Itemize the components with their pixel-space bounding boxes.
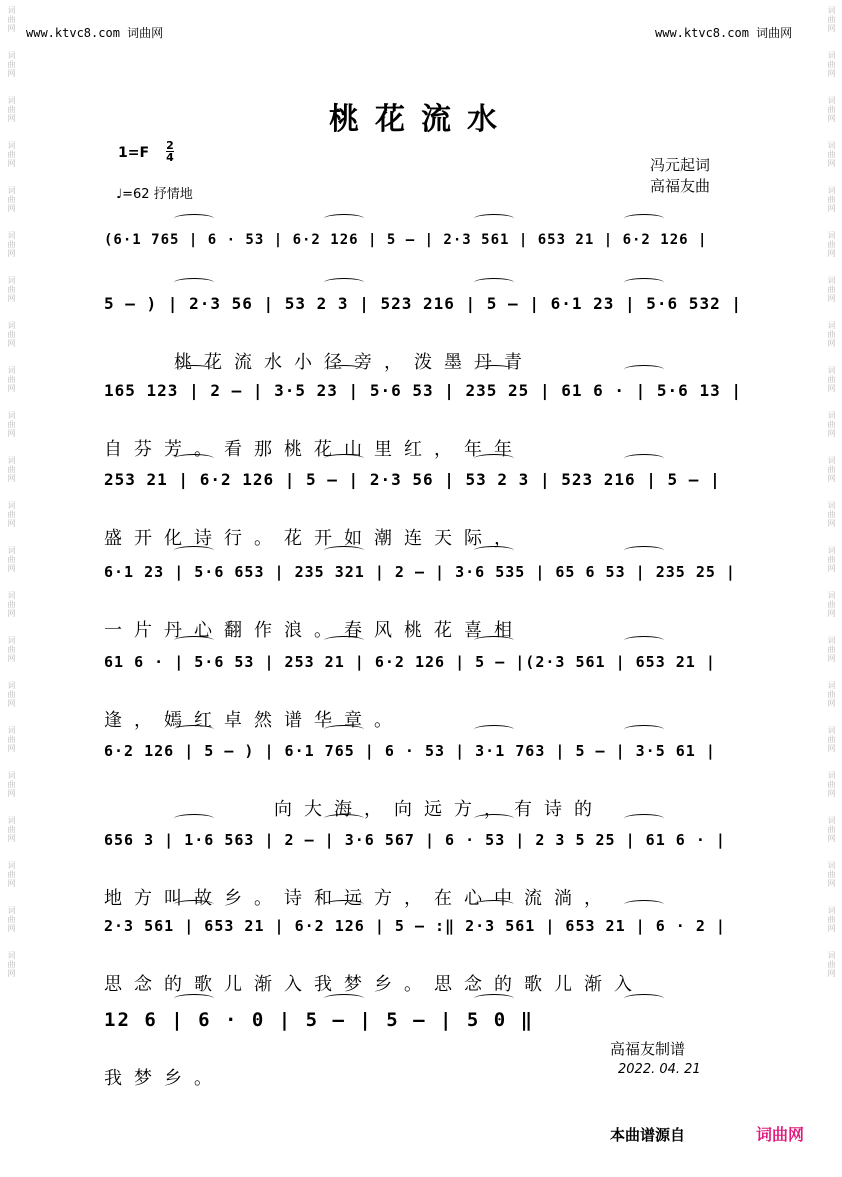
watermark-column-right: [824, 0, 838, 1177]
watermark: 词曲网: [7, 771, 16, 798]
watermark: 词曲网: [827, 411, 836, 438]
watermark: 词曲网: [7, 456, 16, 483]
brand-logo-text: 词曲网: [756, 1125, 805, 1144]
watermark: 词曲网: [827, 96, 836, 123]
lyricist: 冯元起词: [650, 156, 711, 174]
lyric-line: 桃花流水小径旁，泼墨丹青: [174, 352, 534, 373]
score-system: [104, 737, 740, 820]
slur-mark: [174, 725, 214, 734]
slur-mark: [624, 636, 664, 645]
notation-line: 656 3 | 1·6 563 | 2 – | 3·6 567 | 6 · 53 | 2 3 5 25 | 61 6 · |: [104, 831, 726, 849]
slur-mark: [174, 994, 214, 1003]
notation-line: 6·2 126 | 5 – ) | 6·1 765 | 6 · 53 | 3·1 763 | 5 – | 3·5 61 |: [104, 742, 716, 760]
watermark: 词曲网: [827, 321, 836, 348]
slur-mark: [324, 278, 364, 287]
slur-mark: [324, 454, 364, 463]
slur-mark: [324, 900, 364, 909]
watermark: 词曲网: [827, 816, 836, 843]
slur-mark: [324, 725, 364, 734]
score-system: [104, 290, 742, 373]
watermark: 词曲网: [827, 186, 836, 213]
slur-mark: [474, 454, 514, 463]
source-label: 本曲谱源自: [610, 1126, 686, 1144]
watermark: 词曲网: [7, 276, 16, 303]
watermark: 词曲网: [827, 51, 836, 78]
site-header-right: www.ktvc8.com 词曲网: [655, 26, 793, 40]
slur-mark: [174, 454, 214, 463]
watermark: 词曲网: [827, 231, 836, 258]
slur-mark: [174, 365, 214, 374]
watermark: 词曲网: [7, 681, 16, 708]
score-system: [104, 648, 740, 731]
lyric-line: 自芬芳。看那桃花山里红，年年: [104, 439, 524, 460]
slur-mark: [474, 636, 514, 645]
score-system: [104, 912, 740, 995]
notation-line: 12 6 | 6 · 0 | 5 – | 5 – | 5 0 ‖: [104, 1009, 535, 1031]
watermark: 词曲网: [827, 276, 836, 303]
lyric-line: 我梦乡。: [104, 1068, 224, 1089]
watermark: 词曲网: [7, 321, 16, 348]
slur-mark: [474, 214, 514, 223]
watermark: 词曲网: [7, 951, 16, 978]
watermark: 词曲网: [827, 366, 836, 393]
slur-mark: [474, 546, 514, 555]
watermark: 词曲网: [7, 636, 16, 663]
notation-line: 253 21 | 6·2 126 | 5 – | 2·3 56 | 53 2 3 | 523 216 | 5 – |: [104, 470, 721, 489]
watermark: 词曲网: [7, 231, 16, 258]
slur-mark: [324, 814, 364, 823]
watermark: 词曲网: [7, 861, 16, 888]
slur-mark: [474, 278, 514, 287]
watermark: 词曲网: [7, 51, 16, 78]
tempo-marking: ♩=62 抒情地: [116, 187, 193, 202]
watermark: 词曲网: [827, 951, 836, 978]
slur-mark: [174, 546, 214, 555]
score-system: [104, 226, 740, 272]
watermark: 词曲网: [827, 546, 836, 573]
watermark: 词曲网: [7, 411, 16, 438]
watermark: 词曲网: [827, 906, 836, 933]
song-title: 桃花流水: [329, 102, 513, 137]
watermark: 词曲网: [7, 366, 16, 393]
slur-mark: [324, 546, 364, 555]
watermark: 词曲网: [827, 771, 836, 798]
credits: [650, 155, 710, 197]
lyric-line: 思念的歌儿渐入我梦乡。思念的歌儿渐入: [104, 974, 644, 995]
notation-line: 5 – ) | 2·3 56 | 53 2 3 | 523 216 | 5 – | 6·1 23 | 5·6 532 |: [104, 294, 742, 313]
slur-mark: [624, 994, 664, 1003]
slur-mark: [624, 725, 664, 734]
score-system: [104, 466, 740, 549]
watermark: 词曲网: [827, 726, 836, 753]
meter-bottom: 4: [166, 151, 174, 164]
score-system: [104, 558, 740, 641]
lyric-line: 向大海，向远方，有诗的: [274, 799, 604, 820]
watermark: 词曲网: [827, 591, 836, 618]
slur-mark: [474, 994, 514, 1003]
arrangement-date: 2022. 04. 21: [618, 1062, 701, 1077]
site-header-left: www.ktvc8.com 词曲网: [26, 26, 164, 40]
time-signature: [166, 140, 174, 163]
watermark: 词曲网: [827, 636, 836, 663]
notation-line: 2·3 561 | 653 21 | 6·2 126 | 5 – :‖ 2·3 561 | 653 21 | 6 · 2 |: [104, 917, 726, 935]
watermark: 词曲网: [7, 141, 16, 168]
slur-mark: [324, 214, 364, 223]
slur-mark: [624, 365, 664, 374]
slur-mark: [174, 214, 214, 223]
lyric-line: 一片丹心翻作浪。春风桃花喜相: [104, 620, 524, 641]
watermark: 词曲网: [7, 726, 16, 753]
watermark: 词曲网: [827, 6, 836, 33]
watermark: 词曲网: [7, 6, 16, 33]
lyric-line: 地方叫故乡。诗和远方，在心中流淌，: [104, 888, 614, 909]
slur-mark: [474, 365, 514, 374]
slur-mark: [324, 636, 364, 645]
watermark: 词曲网: [7, 591, 16, 618]
lyric-line: 盛开化诗行。花开如潮连天际，: [104, 528, 524, 549]
slur-mark: [474, 900, 514, 909]
slur-mark: [174, 278, 214, 287]
score-system: [104, 826, 740, 909]
watermark: 词曲网: [827, 501, 836, 528]
watermark: 词曲网: [827, 141, 836, 168]
slur-mark: [324, 365, 364, 374]
arranger-credit: 高福友制谱: [610, 1040, 686, 1058]
slur-mark: [174, 636, 214, 645]
key-signature: 1=F: [118, 145, 150, 161]
score-system: [104, 377, 742, 460]
composer: 高福友曲: [650, 177, 711, 195]
meter-top: 2: [166, 139, 174, 152]
watermark: 词曲网: [7, 186, 16, 213]
lyric-line: 逢，嫣红卓然谱华章。: [104, 710, 404, 731]
watermark: 词曲网: [7, 96, 16, 123]
watermark-column-left: [4, 0, 18, 1177]
slur-mark: [474, 814, 514, 823]
notation-line: (6·1 765 | 6 · 53 | 6·2 126 | 5 – | 2·3 561 | 653 21 | 6·2 126 |: [104, 232, 708, 248]
watermark: 词曲网: [7, 501, 16, 528]
slur-mark: [624, 546, 664, 555]
slur-mark: [474, 725, 514, 734]
watermark: 词曲网: [7, 816, 16, 843]
watermark: 词曲网: [7, 906, 16, 933]
slur-mark: [624, 900, 664, 909]
slur-mark: [174, 900, 214, 909]
slur-mark: [624, 814, 664, 823]
slur-mark: [624, 454, 664, 463]
notation-line: 6·1 23 | 5·6 653 | 235 321 | 2 – | 3·6 535 | 65 6 53 | 235 25 |: [104, 563, 736, 581]
notation-line: 61 6 · | 5·6 53 | 253 21 | 6·2 126 | 5 – |(2·3 561 | 653 21 |: [104, 653, 716, 671]
watermark: 词曲网: [827, 861, 836, 888]
watermark: 词曲网: [7, 546, 16, 573]
slur-mark: [174, 814, 214, 823]
watermark: 词曲网: [827, 456, 836, 483]
slur-mark: [624, 278, 664, 287]
slur-mark: [324, 994, 364, 1003]
slur-mark: [624, 214, 664, 223]
notation-line: 165 123 | 2 – | 3·5 23 | 5·6 53 | 235 25 | 61 6 · | 5·6 13 |: [104, 381, 742, 400]
watermark: 词曲网: [827, 681, 836, 708]
